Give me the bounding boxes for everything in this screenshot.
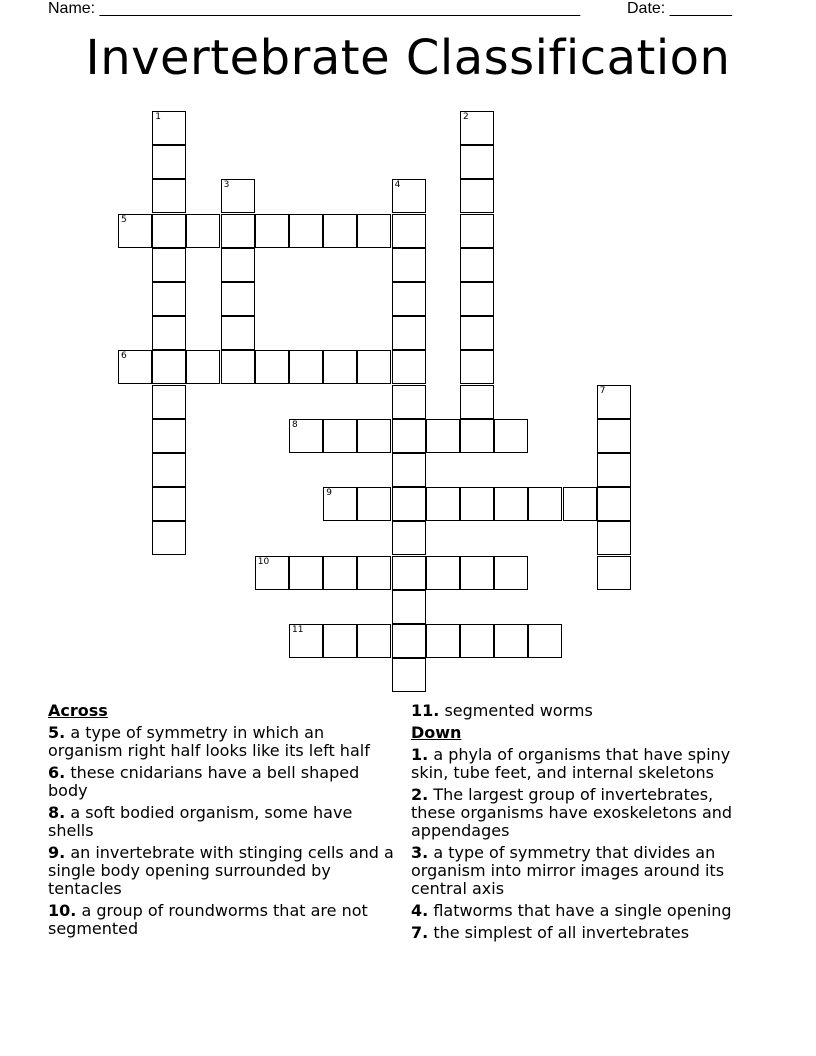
crossword-cell[interactable] [392,248,426,282]
crossword-cell[interactable] [152,282,186,316]
clue-number: 10. [48,901,77,920]
crossword-cell[interactable] [494,556,528,590]
clue-text: a phyla of organisms that have spiny skin, tube feet, and internal skeletons [411,745,731,782]
clue-number-label: 4 [394,180,401,191]
crossword-cell[interactable] [494,487,528,521]
crossword-cell[interactable] [152,145,186,179]
crossword-cell[interactable] [392,179,426,213]
crossword-cell[interactable] [357,419,391,453]
crossword-cell[interactable] [392,590,426,624]
crossword-cell[interactable] [392,214,426,248]
clue-number-label: 11 [292,625,304,635]
crossword-cell[interactable] [392,385,426,419]
crossword-cell[interactable] [118,214,152,248]
crossword-cell[interactable] [357,487,391,521]
down-heading: Down [411,723,462,742]
crossword-cell[interactable] [392,624,426,658]
crossword-cell[interactable] [152,248,186,282]
crossword-cell[interactable] [528,624,562,658]
clue-text: a soft bodied organism, some have shells [48,803,353,840]
clue-text: flatworms that have a single opening [433,901,732,920]
crossword-cell[interactable] [152,385,186,419]
crossword-cell[interactable] [460,624,494,658]
clue-across-6 [48,764,398,800]
clue-text: segmented worms [444,701,593,720]
crossword-cell[interactable] [221,282,255,316]
crossword-cell[interactable] [597,385,631,419]
crossword-cell[interactable] [528,487,562,521]
crossword-cell[interactable] [186,214,220,248]
clue-number-label: 10 [257,556,270,567]
clue-across-5 [48,724,398,760]
clue-number: 9. [48,843,66,862]
crossword-cell[interactable] [460,282,494,316]
crossword-cell[interactable] [221,179,255,213]
crossword-cell[interactable] [221,214,255,248]
crossword-cell[interactable] [255,214,289,248]
clue-number: 8. [48,803,66,822]
crossword-cell[interactable] [460,350,494,384]
crossword-cell[interactable] [460,179,494,213]
crossword-cell[interactable] [597,419,631,453]
page-title: Invertebrate Classification [85,30,731,86]
clue-number-label: 3 [223,180,230,191]
clue-text: The largest group of invertebrates, these organisms have exoskeletons and appendages [411,785,733,840]
crossword-cell[interactable] [460,419,494,453]
crossword-cell[interactable] [597,556,631,590]
clue-number: 6. [48,763,66,782]
clue-text: these cnidarians have a bell shaped body [48,763,360,800]
crossword-cell[interactable] [460,248,494,282]
clue-number-label: 8 [292,419,298,430]
crossword-cell[interactable] [221,316,255,350]
crossword-cell[interactable] [426,556,460,590]
clue-number-label: 9 [326,488,332,499]
crossword-cell[interactable] [460,385,494,419]
crossword-cell[interactable] [152,419,186,453]
clue-number-label: 1 [155,112,161,122]
crossword-cell[interactable] [152,350,186,384]
crossword-cell[interactable] [221,248,255,282]
crossword-cell[interactable] [323,419,357,453]
crossword-cell[interactable] [563,487,597,521]
clue-down-1 [411,746,761,782]
clue-number: 1. [411,745,429,764]
crossword-cell[interactable] [460,145,494,179]
crossword-cell[interactable] [392,419,426,453]
crossword-cell[interactable] [186,350,220,384]
crossword-cell[interactable] [323,214,357,248]
crossword-cell[interactable] [152,214,186,248]
clue-number: 11. [411,701,440,720]
crossword-cell[interactable] [152,316,186,350]
clue-text: an invertebrate with stinging cells and a single body opening surrounded by tentacles [48,843,394,898]
clue-number-label: 5 [121,214,127,225]
crossword-cell[interactable] [494,624,528,658]
crossword-cell[interactable] [152,179,186,213]
clue-down-4 [411,902,761,920]
crossword-cell[interactable] [323,487,357,521]
crossword-cell[interactable] [289,624,323,658]
clue-number: 4. [411,901,429,920]
crossword-cell[interactable] [152,111,186,145]
clue-number: 5. [48,723,66,742]
clues-right-column [411,702,761,946]
crossword-cell[interactable] [392,556,426,590]
crossword-cell[interactable] [357,556,391,590]
crossword-cell[interactable] [357,214,391,248]
crossword-cell[interactable] [426,624,460,658]
crossword-cell[interactable] [460,487,494,521]
clues-left-column [48,702,398,942]
crossword-cell[interactable] [392,521,426,555]
clue-across-10 [48,902,398,938]
crossword-cell[interactable] [597,487,631,521]
date-field[interactable]: Date: _______ [627,0,732,17]
crossword-cell[interactable] [460,316,494,350]
crossword-cell[interactable] [323,624,357,658]
clue-number-label: 7 [599,385,606,396]
clue-number: 3. [411,843,429,862]
clue-down-7 [411,924,761,942]
crossword-cell[interactable] [392,350,426,384]
crossword-cell[interactable] [323,556,357,590]
crossword-cell[interactable] [152,487,186,521]
clue-text: the simplest of all invertebrates [433,923,690,942]
crossword-cell[interactable] [392,658,426,692]
clue-text: a type of symmetry in which an organism right half looks like its left half [48,723,370,760]
clue-text: a type of symmetry that divides an organism into mirror images around its central axis [411,843,725,898]
crossword-cell[interactable] [289,556,323,590]
crossword-cell[interactable] [392,453,426,487]
clue-number-label: 2 [463,112,469,122]
clue-across-11 [411,702,761,720]
crossword-cell[interactable] [357,350,391,384]
crossword-cell[interactable] [392,282,426,316]
crossword-cell[interactable] [460,111,494,145]
crossword-cell[interactable] [221,350,255,384]
clue-across-9 [48,844,398,898]
crossword-cell[interactable] [494,419,528,453]
crossword-cell[interactable] [152,521,186,555]
crossword-cell[interactable] [460,214,494,248]
crossword-cell[interactable] [597,453,631,487]
clue-number: 7. [411,923,429,942]
crossword-cell[interactable] [426,487,460,521]
crossword-cell[interactable] [323,350,357,384]
clue-text: a group of roundworms that are not segmented [48,901,368,938]
crossword-cell[interactable] [392,316,426,350]
crossword-cell[interactable] [118,350,152,384]
crossword-cell[interactable] [289,214,323,248]
clue-down-2 [411,786,761,840]
crossword-cell[interactable] [460,556,494,590]
crossword-cell[interactable] [392,487,426,521]
crossword-cell[interactable] [597,521,631,555]
crossword-cell[interactable] [289,350,323,384]
crossword-cell[interactable] [357,624,391,658]
clue-down-3 [411,844,761,898]
across-heading: Across [48,701,108,720]
crossword-cell[interactable] [255,556,289,590]
crossword-cell[interactable] [152,453,186,487]
clue-across-8 [48,804,398,840]
clue-number-label: 6 [121,351,127,362]
crossword-cell[interactable] [255,350,289,384]
crossword-cell[interactable] [289,419,323,453]
name-field[interactable]: Name: ______________________________________________________ [48,0,581,17]
clue-number: 2. [411,785,429,804]
crossword-cell[interactable] [426,419,460,453]
